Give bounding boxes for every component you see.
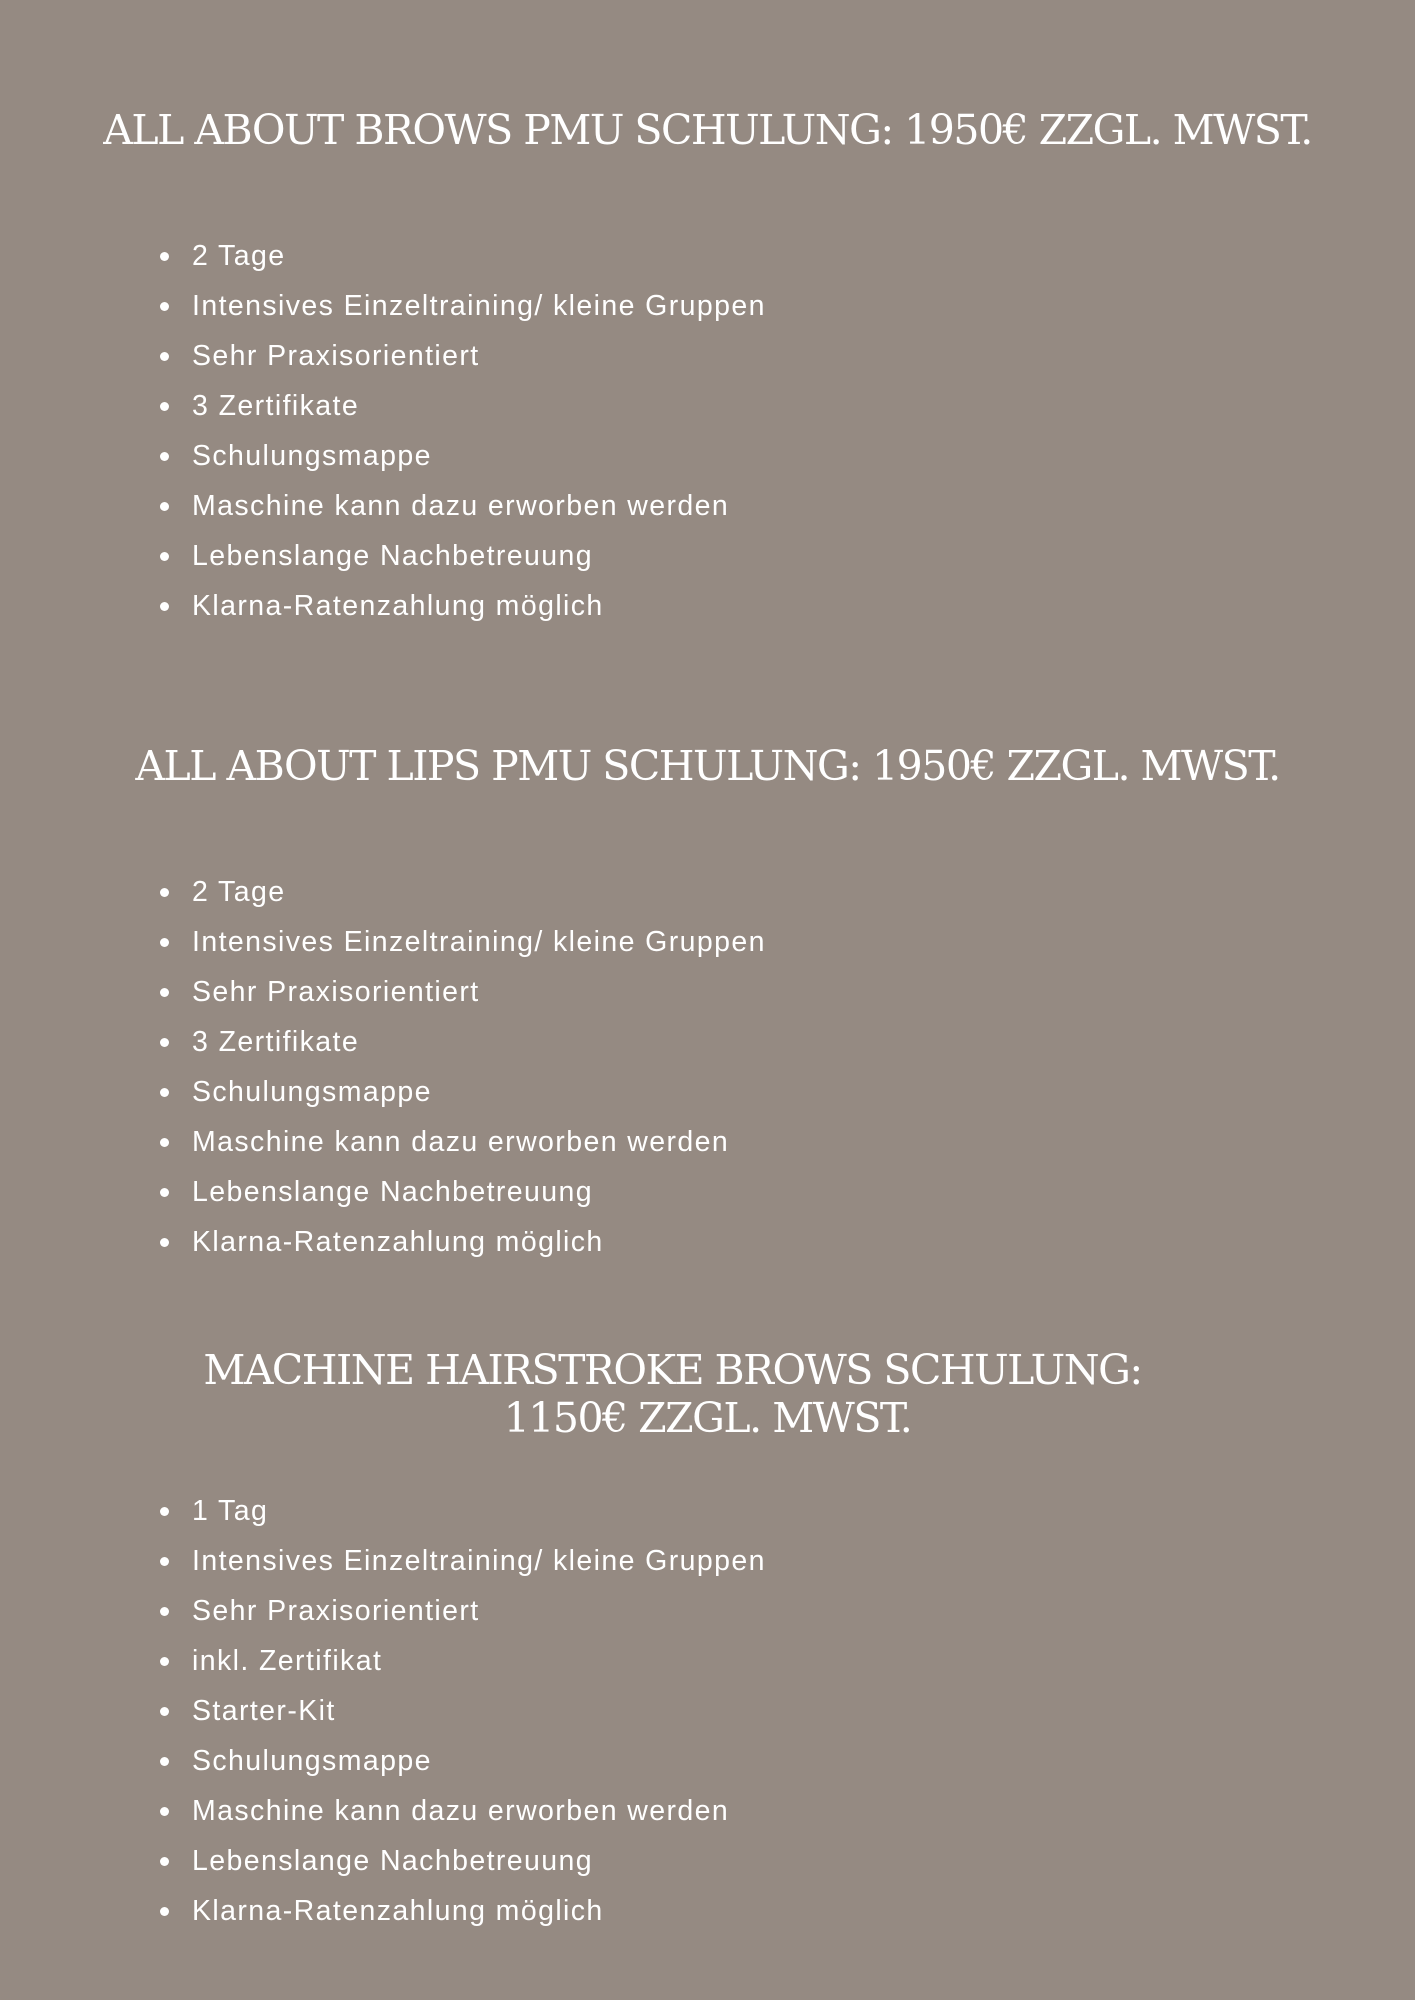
bullet-dot-icon xyxy=(160,1138,169,1147)
list-item xyxy=(160,531,766,581)
section-machine-hairstroke-training xyxy=(0,1346,1415,1927)
list-item-text: Klarna-Ratenzahlung möglich xyxy=(192,590,604,622)
feature-list-brows xyxy=(160,231,766,631)
section-title-machine-hairstroke xyxy=(0,1346,1415,1442)
list-item-text: Intensives Einzeltraining/ kleine Gruppen xyxy=(192,290,766,322)
list-item xyxy=(160,231,766,281)
list-item-text: Intensives Einzeltraining/ kleine Gruppen xyxy=(192,926,766,958)
list-item xyxy=(160,867,766,917)
section-brows-training xyxy=(0,106,1415,622)
list-item-text: Sehr Praxisorientiert xyxy=(192,1595,480,1627)
list-item xyxy=(160,281,766,331)
list-item-text: Maschine kann dazu erworben werden xyxy=(192,490,730,522)
bullet-dot-icon xyxy=(160,302,169,311)
list-item-text: Intensives Einzeltraining/ kleine Gruppen xyxy=(192,1545,766,1577)
list-item xyxy=(160,581,766,631)
list-item-text: 3 Zertifikate xyxy=(192,1026,360,1058)
feature-list-lips xyxy=(160,867,766,1267)
list-item xyxy=(160,1836,766,1886)
bullet-dot-icon xyxy=(160,938,169,947)
list-item xyxy=(160,481,766,531)
list-item-text: Lebenslange Nachbetreuung xyxy=(192,540,594,572)
section-title-brows: ALL ABOUT BROWS PMU SCHULUNG: 1950€ ZZGL. MWST. xyxy=(103,106,1312,154)
bullet-dot-icon xyxy=(160,888,169,897)
bullet-dot-icon xyxy=(160,1907,169,1916)
list-item-text: 2 Tage xyxy=(192,240,286,272)
bullet-dot-icon xyxy=(160,1707,169,1716)
list-item-text: Starter-Kit xyxy=(192,1695,336,1727)
section-title-line-2: 1150€ ZZGL. MWST. xyxy=(503,1394,912,1442)
bullet-dot-icon xyxy=(160,1088,169,1097)
bullet-dot-icon xyxy=(160,452,169,461)
list-item xyxy=(160,1586,766,1636)
list-item xyxy=(160,1117,766,1167)
list-item xyxy=(160,1167,766,1217)
list-item xyxy=(160,1017,766,1067)
list-item-text: 3 Zertifikate xyxy=(192,390,360,422)
bullet-dot-icon xyxy=(160,1857,169,1866)
list-item-text: Maschine kann dazu erworben werden xyxy=(192,1126,730,1158)
bullet-dot-icon xyxy=(160,552,169,561)
feature-list-machine-hairstroke xyxy=(160,1486,766,1936)
list-item xyxy=(160,1736,766,1786)
bullet-dot-icon xyxy=(160,1507,169,1516)
bullet-dot-icon xyxy=(160,602,169,611)
list-item-text: Klarna-Ratenzahlung möglich xyxy=(192,1226,604,1258)
bullet-dot-icon xyxy=(160,502,169,511)
list-item xyxy=(160,1686,766,1736)
bullet-dot-icon xyxy=(160,1657,169,1666)
list-item xyxy=(160,967,766,1017)
list-item xyxy=(160,1786,766,1836)
list-item xyxy=(160,1636,766,1686)
bullet-dot-icon xyxy=(160,252,169,261)
list-item xyxy=(160,1067,766,1117)
list-item-text: Schulungsmappe xyxy=(192,1076,432,1108)
bullet-dot-icon xyxy=(160,1557,169,1566)
list-item xyxy=(160,1536,766,1586)
bullet-dot-icon xyxy=(160,1238,169,1247)
bullet-dot-icon xyxy=(160,1807,169,1816)
bullet-dot-icon xyxy=(160,1038,169,1047)
list-item-text: Schulungsmappe xyxy=(192,440,432,472)
list-item-text: Lebenslange Nachbetreuung xyxy=(192,1845,594,1877)
list-item xyxy=(160,1886,766,1936)
list-item xyxy=(160,381,766,431)
section-lips-training xyxy=(0,742,1415,1258)
list-item xyxy=(160,331,766,381)
bullet-dot-icon xyxy=(160,1188,169,1197)
list-item-text: 2 Tage xyxy=(192,876,286,908)
section-title-lips: ALL ABOUT LIPS PMU SCHULUNG: 1950€ ZZGL. MWST. xyxy=(135,742,1280,790)
list-item-text: 1 Tag xyxy=(192,1495,269,1527)
list-item xyxy=(160,431,766,481)
list-item-text: inkl. Zertifikat xyxy=(192,1645,383,1677)
bullet-dot-icon xyxy=(160,988,169,997)
bullet-dot-icon xyxy=(160,1757,169,1766)
list-item-text: Lebenslange Nachbetreuung xyxy=(192,1176,594,1208)
bullet-dot-icon xyxy=(160,1607,169,1616)
section-title-line-1: MACHINE HAIRSTROKE BROWS SCHULUNG: xyxy=(203,1346,1142,1394)
list-item-text: Sehr Praxisorientiert xyxy=(192,340,480,372)
list-item xyxy=(160,917,766,967)
bullet-dot-icon xyxy=(160,402,169,411)
list-item-text: Schulungsmappe xyxy=(192,1745,432,1777)
list-item xyxy=(160,1217,766,1267)
list-item-text: Maschine kann dazu erworben werden xyxy=(192,1795,730,1827)
bullet-dot-icon xyxy=(160,352,169,361)
list-item-text: Sehr Praxisorientiert xyxy=(192,976,480,1008)
list-item xyxy=(160,1486,766,1536)
list-item-text: Klarna-Ratenzahlung möglich xyxy=(192,1895,604,1927)
